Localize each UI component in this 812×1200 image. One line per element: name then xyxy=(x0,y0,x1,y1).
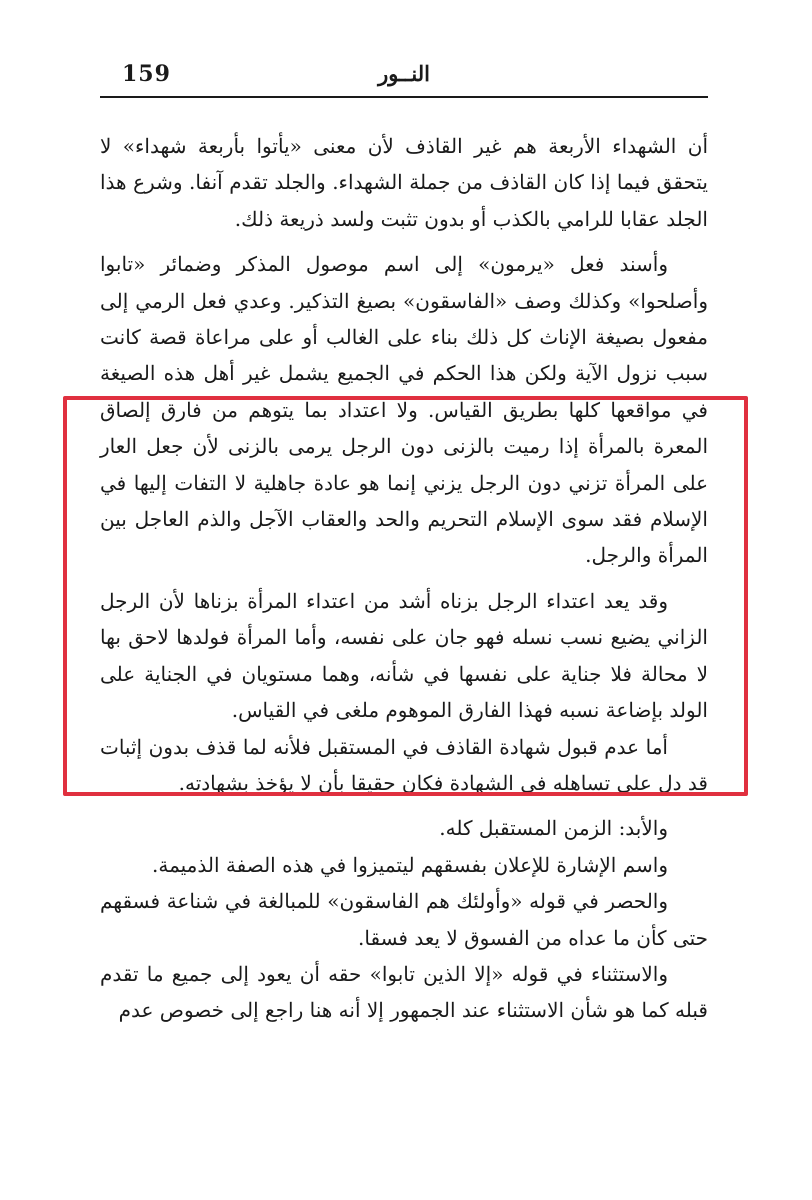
paragraph: والاستثناء في قوله «إلا الذين تابوا» حقه أن يعود إلى جميع ما تقدم قبله كما هو شأن الاستثناء عند الجمهور إلا أنه هنا راجع إلى خصوص عدم xyxy=(100,961,708,1023)
chapter-title: النــور xyxy=(378,61,430,86)
page-number: 159 xyxy=(122,61,171,87)
paragraph: واسم الإشارة للإعلان بفسقهم ليتميزوا في هذه الصفة الذميمة. xyxy=(152,852,668,877)
paragraph: أما عدم قبول شهادة القاذف في المستقبل فلأنه لما قذف بدون إثبات قد دل على تساهله في الشهادة فكان حقيقا بأن لا يؤخذ بشهادته. xyxy=(100,734,708,795)
paragraph: أن الشهداء الأربعة هم غير القاذف لأن معنى «يأتوا بأربعة شهداء» لا يتحقق فيما إذا كان القاذف من جملة الشهداء. والجلد تقدم آنفا. وشرع هذا الجلد عقابا للرامي بالكذب أو بدون تثبت ولسد ذريعة ذلك. xyxy=(100,134,708,231)
header-rule xyxy=(100,96,708,98)
paragraph: وأسند فعل «يرمون» إلى اسم موصول المذكر وضمائر «تابوا وأصلحوا» وكذلك وصف «الفاسقون» بصيغ التذكير. وعدي فعل الرمي إلى مفعول بصيغة الإناث كل ذلك بناء على الغالب أو على مراعاة قصة كانت سبب نزول الآية ولكن هذا الحكم في الجميع يشمل غير أهل هذه الصيغة في مواقعها كلها بطريق القياس. ولا اعتداد بما يتوهم من فارق إلصاق المعرة بالمرأة إذا رميت بالزنى دون الرجل يرمى بالزنى لأن جعل العار على المرأة تزني دون الرجل يزني إنما هو عادة جاهلية لا التفات إليها في الإسلام فقد سوى الإسلام التحريم والحد والعقاب الآجل والذم العاجل بين المرأة والرجل. xyxy=(100,252,708,568)
page-header xyxy=(100,55,708,95)
paragraph: والحصر في قوله «وأولئك هم الفاسقون» للمبالغة في شناعة فسقهم حتى كأن ما عداه من الفسوق لا يعد فسقا. xyxy=(100,889,708,950)
paragraph: والأبد: الزمن المستقبل كله. xyxy=(439,816,668,841)
body-text xyxy=(100,128,708,1029)
paragraph: وقد يعد اعتداء الرجل بزناه أشد من اعتداء المرأة بزناها لأن الرجل الزاني يضيع نسب نسله فهو جان على نفسه، وأما المرأة فولدها لاحق بها لا محالة فلا جناية على نفسها في شأنه، وهما مستويان في الجناية على الولد بإضاعة نسبه فهذا الفارق الموهوم ملغى في القياس. xyxy=(100,588,708,723)
